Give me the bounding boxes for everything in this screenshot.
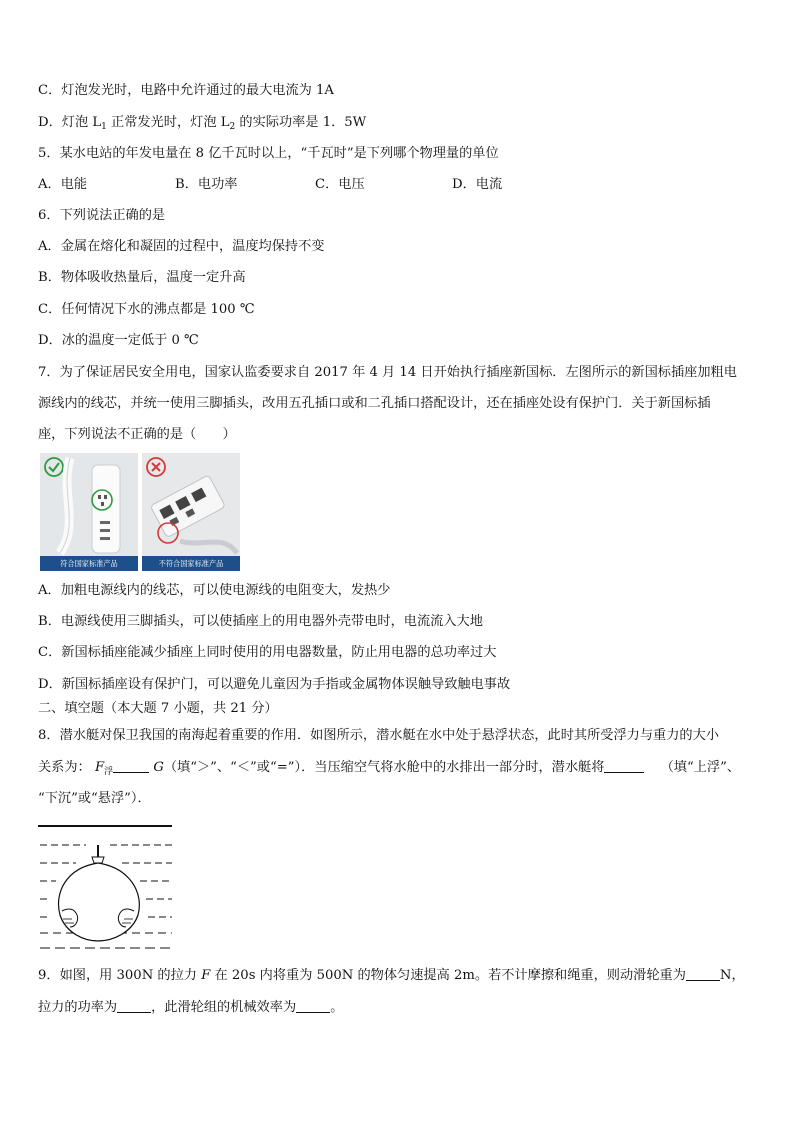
q5-options [38,176,502,194]
q4-option-c: C．灯泡发光时，电路中允许通过的最大电流为 1A [38,83,334,98]
q4-option-d-text-2: 正常发光时，灯泡 L [106,115,230,130]
compliant-socket-illustration [40,453,138,571]
q4-option-d-text-3: 的实际功率是 1．5W [235,115,367,130]
q9-line-1-text-a: 9．如图，用 300N 的拉力 [38,968,202,983]
q9-blank-power[interactable] [117,999,151,1013]
q9-blank-efficiency[interactable] [296,999,330,1013]
q6-option-b: B．物体吸收热量后，温度一定升高 [38,270,246,285]
gravity-symbol: G [153,760,164,775]
force-symbol: F [94,760,105,775]
q8-line-2-text-b: （填“＞”、“＜”或“=”）．当压缩空气将水舱中的水排出一部分时，潜水艇将 [163,760,605,775]
subscript-2: 2 [229,122,236,132]
q9-line-2-text-c: 。 [330,1000,344,1015]
q7-option-d: D．新国标插座设有保护门，可以避免儿童因为手指或金属物体误触导致触电事故 [38,677,511,692]
buoyancy-subscript: 浮 [104,767,114,777]
submarine-hull [59,863,140,941]
noncompliant-socket-illustration [142,453,240,571]
q7-stem-line-2: 源线内的线芯，并统一使用三脚插头，改用五孔插口或和二孔插口搭配设计，还在插座处设有保护门．关于新国标插 [38,396,711,411]
q9-line-1 [38,967,745,985]
q7-option-b: B．电源线使用三脚插头，可以使插座上的用电器外壳带电时，电流流入大地 [38,614,483,629]
q8-line-1: 8．潜水艇对保卫我国的南海起着重要的作用．如图所示，潜水艇在水中处于悬浮状态，此时其所受浮力与重力的大小 [38,728,719,743]
q7-stem-line-3: 座，下列说法不正确的是（ ） [38,427,236,442]
force-symbol-f: F [201,968,211,983]
q5-option-c: C．电压 [315,177,365,192]
q9-line-2-text-a: 拉力的功率为 [38,1000,118,1015]
q7-option-c: C．新国标插座能减少插座上同时使用的用电器数量，防止用电器的总功率过大 [38,645,497,660]
q8-line-2-text-c: （填“上浮”、 [660,760,741,775]
q9-line-1-text-c: N， [719,968,745,983]
q5-option-d: D．电流 [452,177,503,192]
q6-option-d: D．冰的温度一定低于 0 ℃ [38,333,199,348]
q4-option-d-text-1: D．灯泡 L [38,115,102,130]
q5-option-b: B．电功率 [175,177,238,192]
conning-tower [92,857,104,863]
q7-option-a: A．加粗电源线内的线芯，可以使电源线的电阻变大，发热少 [38,583,391,598]
q9-line-1-text-b: 在 20s 内将重为 500N 的物体匀速提高 2m。若不计摩擦和绳重，则动滑轮重为 [210,968,686,983]
noncompliant-caption: 不符合国家标准产品 [142,556,240,571]
q8-blank-2[interactable] [604,759,644,773]
q6-option-c: C．任何情况下水的沸点都是 100 ℃ [38,302,255,317]
q5-option-a: A．电能 [38,177,88,192]
q8-line-3: “下沉”或“悬浮”）． [38,791,151,806]
q6-stem: 6．下列说法正确的是 [38,208,166,223]
q8-line-2-text-a: 关系为： [38,760,91,775]
q7-stem-line-1: 7．为了保证居民安全用电，国家认监委要求自 2017 年 4 月 14 日开始执行插座新国标．左图所示的新国标插座加粗电 [38,365,737,380]
noncompliant-socket-photo [142,453,240,571]
subscript-1: 1 [101,122,107,132]
submarine-diagram [36,823,176,951]
q5-stem: 5．某水电站的年发电量在 8 亿千瓦时以上，“千瓦时”是下列哪个物理量的单位 [38,146,499,161]
q6-option-a: A．金属在熔化和凝固的过程中，温度均保持不变 [38,239,325,254]
q4-option-d [38,114,366,136]
compliant-socket-photo [40,453,138,571]
compliant-caption: 符合国家标准产品 [40,556,138,571]
q9-line-2 [38,999,343,1017]
q8-line-2 [38,759,740,781]
q8-blank-1[interactable] [113,759,149,773]
q9-blank-pulley-weight[interactable] [686,967,720,981]
section-heading-fill-in: 二、填空题（本大题 7 小题，共 21 分） [38,701,278,716]
q9-line-2-text-b: ，此滑轮组的机械效率为 [151,1000,297,1015]
q7-socket-photos [40,453,240,571]
